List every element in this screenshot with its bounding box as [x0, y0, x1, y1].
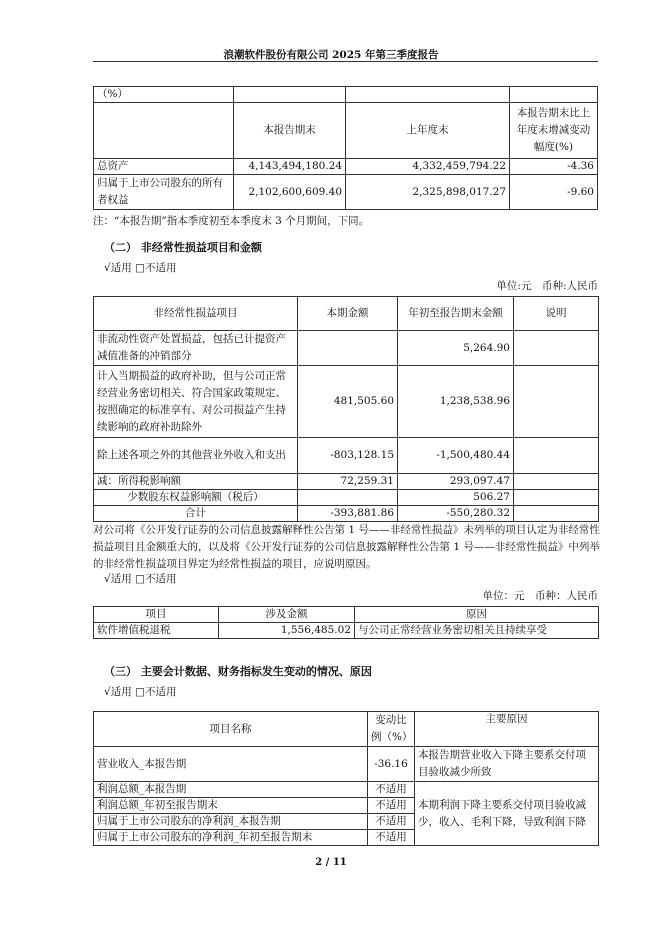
tax-refund-table [93, 606, 599, 639]
table-cell [514, 438, 599, 474]
table-row [94, 490, 599, 506]
nonrecurring-table [93, 296, 599, 522]
table-row [94, 331, 599, 366]
table-cell: -4.36 [510, 159, 598, 175]
table-header: 本期金额 [298, 297, 398, 331]
change-reasons-table [93, 711, 599, 846]
table-header: 非经常性损益项目 [94, 297, 298, 331]
table-header: 变动比例（%） [368, 712, 415, 747]
table-cell: -1,500,480.44 [398, 438, 514, 474]
table-header: 项目名称 [94, 712, 368, 747]
table-cell: 1,238,538.96 [398, 366, 514, 438]
table-row [94, 366, 599, 438]
explanation-paragraph: 对公司将《公开发行证券的公司信息披露解释性公告第 1 号——非经常性损益》未列举的项目认定为非经常性损益项目且金额重大的，以及将《公开发行证券的公司信息披露解释性公告第 1 号——非经常性损益》中列举的非经常性损益项目界定为经常性损益的项目，应说明原因。 [93, 524, 600, 570]
unit-cell: （%） [94, 87, 234, 103]
table-cell: 合计 [94, 506, 298, 522]
table-header: 项目 [94, 607, 219, 623]
table-row [94, 438, 599, 474]
table-cell: 减：所得税影响额 [94, 474, 298, 490]
table-cell: 不适用 [368, 814, 415, 830]
table-cell: 除上述各项之外的其他营业外收入和支出 [94, 438, 298, 474]
table-cell: -9.60 [510, 175, 598, 210]
table-cell: 72,259.31 [298, 474, 398, 490]
table-cell: -36.16 [368, 747, 415, 782]
table-cell: 非流动性资产处置损益，包括已计提资产减值准备的冲销部分 [94, 331, 298, 366]
table-cell: 计入当期损益的政府补助，但与公司正常经营业务密切相关、符合国家政策规定、按照确定的标准享有、对公司损益产生持续影响的政府补助除外 [94, 366, 298, 438]
report-header: 浪潮软件股份有限公司 2025 年第三季度报告 [223, 49, 439, 61]
table-cell [514, 474, 599, 490]
table-cell: 506.27 [398, 490, 514, 506]
table-cell: 软件增值税退税 [94, 623, 219, 639]
applicable-status: √适用 □不适用 [104, 686, 177, 698]
table-cell: 4,143,494,180.24 [234, 159, 346, 175]
table-cell: 少数股东权益影响额（税后） [94, 490, 298, 506]
table-row [94, 175, 598, 210]
applicable-status: √适用 □不适用 [104, 573, 177, 585]
table-cell: 与公司正常经营业务密切相关且持续享受 [355, 623, 599, 639]
table-note: 注：“本报告期”指本季度初至本季度末 3 个月期间，下同。 [93, 215, 370, 227]
page-number: 2 / 11 [315, 857, 347, 868]
table-cell: 4,332,459,794.22 [346, 159, 510, 175]
table-cell: 5,264.90 [398, 331, 514, 366]
table-header: 主要原因 [415, 712, 599, 747]
table-cell: 481,505.60 [298, 366, 398, 438]
table-header: 原因 [355, 607, 599, 623]
table-cell: 利润总额_年初至报告期末 [94, 798, 368, 814]
table-header: 本报告期末 [234, 103, 346, 159]
table-cell: 不适用 [368, 830, 415, 846]
table-cell [514, 490, 599, 506]
table-cell [514, 506, 599, 522]
table-cell: 营业收入_本报告期 [94, 747, 368, 782]
table-header: 说明 [514, 297, 599, 331]
table-row [94, 747, 599, 782]
table-cell [514, 366, 599, 438]
table-row [94, 782, 599, 798]
table-cell: -393,881.86 [298, 506, 398, 522]
section-title: （三） 主要会计数据、财务指标发生变动的情况、原因 [104, 665, 372, 678]
table-header: 年初至报告期末金额 [398, 297, 514, 331]
table-row [94, 159, 598, 175]
table-cell: 利润总额_本报告期 [94, 782, 368, 798]
table-cell: 总资产 [94, 159, 234, 175]
header-rule [93, 61, 598, 62]
table-cell: 本期利润下降主要系交付项目验收减少，收入、毛利下降，导致利润下降 [415, 782, 599, 846]
table-cell: 293,097.47 [398, 474, 514, 490]
unit-label: 单位:元 币种:人民币 [496, 280, 598, 292]
table-cell: 归属于上市公司股东的净利润_本报告期 [94, 814, 368, 830]
table-cell: 归属于上市公司股东的净利润_年初至报告期末 [94, 830, 368, 846]
table-header: 涉及金额 [219, 607, 355, 623]
table-cell: -550,280.32 [398, 506, 514, 522]
table-row [94, 623, 599, 639]
table-cell: 2,325,898,017.27 [346, 175, 510, 210]
table-cell: 归属于上市公司股东的所有者权益 [94, 175, 234, 210]
table-header [94, 103, 234, 159]
table-cell [514, 331, 599, 366]
section-title: （二） 非经常性损益项目和金额 [104, 241, 262, 254]
table-cell: 不适用 [368, 782, 415, 798]
table-header: 本报告期末比上年度末增减变动幅度(%) [510, 103, 598, 159]
table-row [94, 506, 599, 522]
table-cell: 2,102,600,609.40 [234, 175, 346, 210]
applicable-status: √适用 □不适用 [104, 262, 177, 274]
table-cell: 不适用 [368, 798, 415, 814]
table-cell: -803,128.15 [298, 438, 398, 474]
table-cell [298, 490, 398, 506]
table-row [94, 474, 599, 490]
table-cell [298, 331, 398, 366]
unit-label: 单位：元 币种：人民币 [482, 590, 598, 602]
table-header: 上年度末 [346, 103, 510, 159]
table-cell: 1,556,485.02 [219, 623, 355, 639]
table-cell: 本报告期营业收入下降主要系交付项目验收减少所致 [415, 747, 599, 782]
balance-table [93, 86, 598, 210]
